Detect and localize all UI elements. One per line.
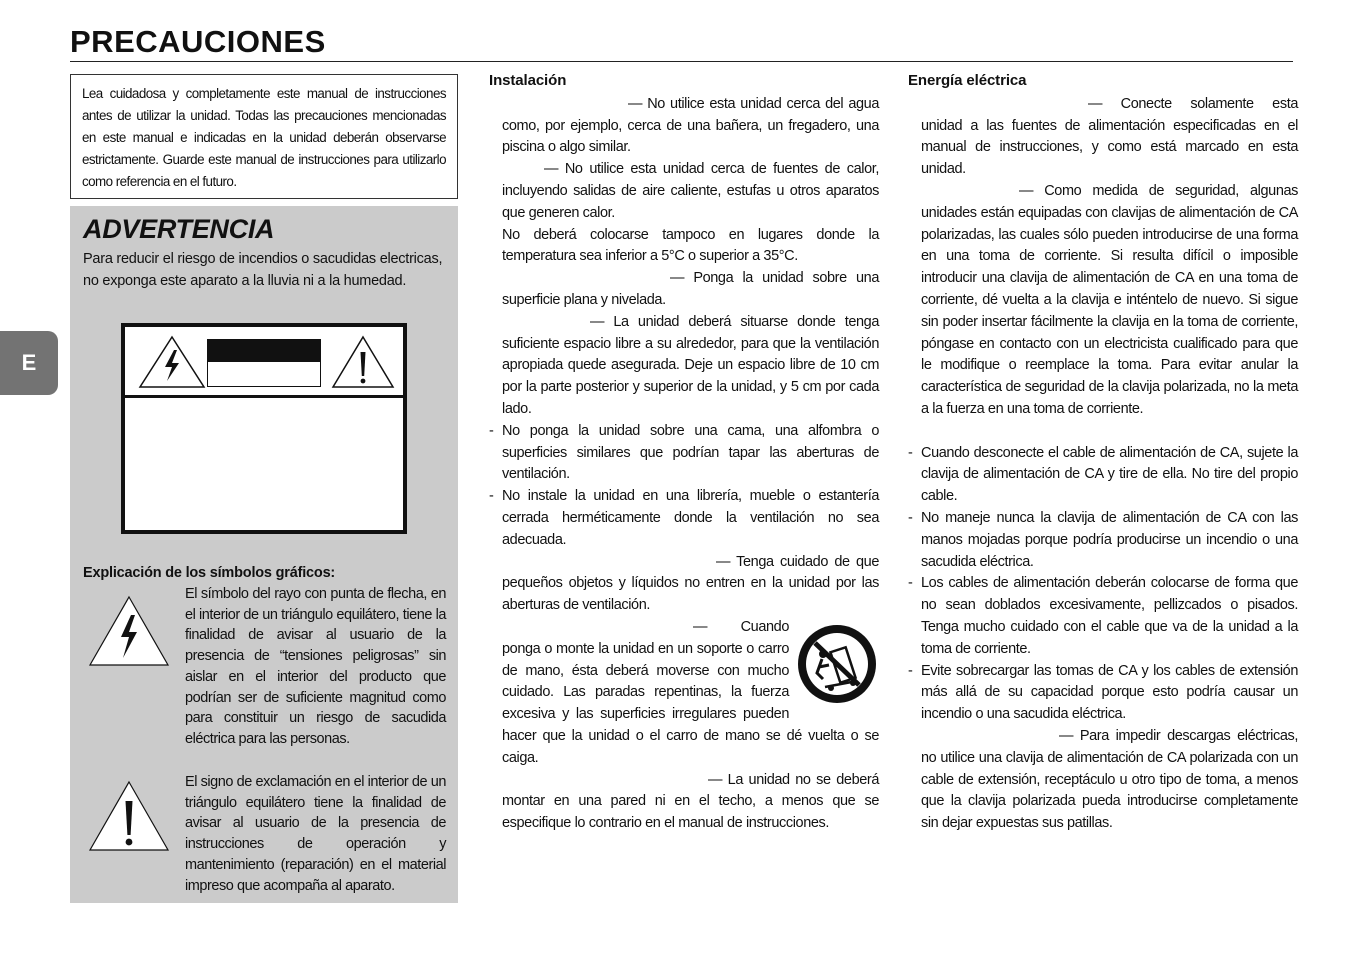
symbols-heading: Explicación de los símbolos gráficos: xyxy=(83,565,336,581)
caution-label xyxy=(121,323,407,534)
power-bullet: - No maneje nunca la clavija de alimentación de CA con las manos mojadas porque podría producirse un incendio o una sacudida eléctrica. xyxy=(908,509,1298,570)
intro-box: Lea cuidadosa y completamente este manual de instrucciones antes de utilizar la unidad. Todas las precauciones mencionadas en este manual e indicadas en la unidad deberán observarse estrictamente. Guarde este manual de instrucciones para utilizarlo como referencia en el futuro. xyxy=(70,74,458,199)
power-bullet: - Los cables de alimentación deberán colocarse de forma que no sean doblados excesivamente, pellizcados o pisados. Tenga mucho cuidado con el cable que va de la unidad a la toma de corriente. xyxy=(908,575,1298,657)
exclamation-triangle-icon xyxy=(331,334,395,390)
power-bullet: - Evite sobrecargar las tomas de CA y los cables de extensión más allá de su capacidad porque esto podría causar un incendio o una sacudida eléctrica. xyxy=(908,662,1298,723)
installation-bullet: - No ponga la unidad sobre una cama, una alfombra o superficies similares que podrían tapar las aberturas de ventilación. xyxy=(489,422,879,483)
warning-panel xyxy=(70,206,458,903)
installation-bullet: - No instale la unidad en una librería, mueble o estantería cerrada herméticamente donde la ventilación no sea adecuada. xyxy=(489,488,879,548)
caution-bar xyxy=(207,339,321,387)
power-column xyxy=(908,70,1298,835)
power-paragraph: — Como medida de seguridad, algunas unidades están equipadas con clavijas de alimentación de CA polarizadas, las cuales sólo pueden introducirse de una forma en una toma de corriente. Si resulta difícil o imposible introducir una clavija de alimentación de CA en una toma de corriente, dé vuelta a la clavija e inténtelo de nuevo. Si sigue sin poder insertar fácilmente la clavija en la toma de corriente, póngase en contacto con un electricista cualificado para que le modifique o reemplace la toma. Para evitar anular la característica de seguridad de la clavija polarizada, no la meta a la fuerza en una toma de corriente. xyxy=(921,182,1298,417)
warning-text: Para reducir el riesgo de incendios o sacudidas electricas, no exponga este aparato a la lluvia ni a la humedad. xyxy=(83,251,443,289)
power-bullet: - Cuando desconecte el cable de alimentación de CA, sujete la clavija de alimentación de CA y tire de ella. No tire del propio cable. xyxy=(908,444,1298,505)
power-paragraph: — Conecte solamente esta unidad a las fuentes de alimentación especificadas en el manual de instrucciones, y como está marcado en esta unidad. xyxy=(921,95,1298,178)
installation-paragraph: — No utilice esta unidad cerca de fuentes de calor, incluyendo salidas de aire caliente, estufas u otros aparatos que generen calor. xyxy=(502,161,879,221)
installation-paragraph: — Ponga la unidad sobre una superficie plana y nivelada. xyxy=(502,270,879,308)
installation-heading: Instalación xyxy=(489,72,567,89)
lightning-triangle-icon xyxy=(137,334,207,390)
lightning-symbol-text: El símbolo del rayo con punta de flecha, en el interior de un triángulo equilátero, tiene la finalidad de avisar al usuario de la presencia de “tensiones peligrosas” sin aislar en el interior del producto que podrían ser de suficiente magnitud como para constituir un riesgo de sacudida eléctrica para las personas. xyxy=(185,586,446,747)
exclamation-symbol-text: El signo de exclamación en el interior de un triángulo equilátero tiene la finalidad de avisar al usuario de la presencia de instrucciones de operación y mantenimiento (reparación) en el material impreso que acompaña al aparato. xyxy=(185,774,446,894)
installation-paragraph: — La unidad deberá situarse donde tenga suficiente espacio libre a su alrededor, para que la ventilación apropiada quede asegurada. Deje un espacio libre de 10 cm por la parte posterior y superior de la unidad, y 5 cm por cada lado. xyxy=(502,313,879,417)
installation-paragraph: — No utilice esta unidad cerca del agua como, por ejemplo, cerca de una bañera, un fregadero, una piscina o algo similar. xyxy=(502,95,879,156)
cart-warning-icon xyxy=(795,621,879,707)
installation-paragraph: No deberá colocarse tampoco en lugares donde la temperatura sea inferior a 5°C o superior a 35°C. xyxy=(502,226,879,265)
language-tab: E xyxy=(0,331,58,395)
installation-paragraph: — Cuando ponga o monte la unidad en un soporte o carro de mano, ésta deberá moverse con mucho cuidado. Las paradas repentinas, la fuerza excesiva y las superficies irregulares pueden hacer que la unidad o el carro de mano se dé vuelta o se caiga. xyxy=(502,618,879,766)
caution-label-header xyxy=(125,327,403,398)
installation-paragraph: — Tenga cuidado de que pequeños objetos y líquidos no entren en la unidad por las aberturas de ventilación. xyxy=(502,553,879,614)
power-paragraph: — Para impedir descargas eléctricas, no utilice una clavija de alimentación de CA polarizada con un cable de extensión, receptáculo u otro tipo de toma, a menos que la clavija polarizada pueda introducirse completamente sin dejar expuestas sus patillas. xyxy=(921,727,1298,832)
installation-column xyxy=(489,70,879,835)
title-rule xyxy=(70,61,1293,62)
installation-paragraph: — La unidad no se deberá montar en una pared ni en el techo, a menos que se especifique lo contrario en el manual de instrucciones. xyxy=(502,771,879,832)
lightning-triangle-icon xyxy=(87,594,171,668)
exclamation-triangle-icon xyxy=(87,779,171,853)
warning-title: ADVERTENCIA xyxy=(83,214,275,244)
page-title: PRECAUCIONES xyxy=(70,24,326,59)
power-heading: Energía eléctrica xyxy=(908,72,1027,89)
